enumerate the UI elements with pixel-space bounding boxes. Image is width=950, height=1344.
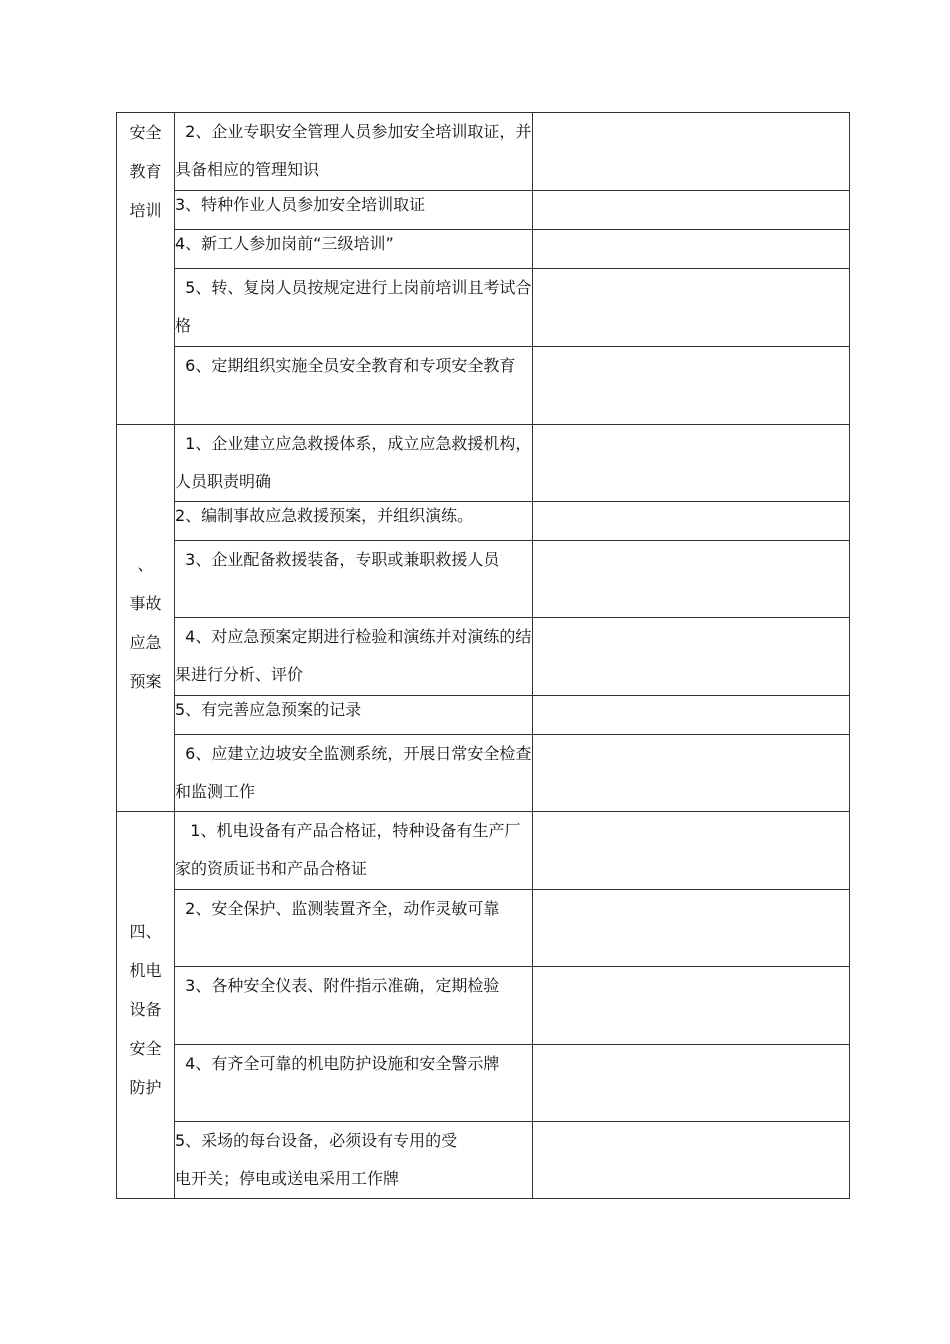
category-label: 教育	[129, 162, 162, 181]
item-cell	[175, 812, 533, 890]
item-cell	[175, 735, 533, 812]
table-row	[117, 890, 850, 967]
item-cell	[175, 425, 533, 502]
table-row	[117, 425, 850, 502]
remarks-cell[interactable]	[533, 347, 850, 425]
remarks-cell[interactable]	[533, 1122, 850, 1199]
category-label: 机电	[129, 961, 162, 980]
remarks-cell[interactable]	[533, 230, 850, 269]
item-text: 4、有齐全可靠的机电防护设施和安全警示牌	[175, 1054, 500, 1073]
item-text: 2、编制事故应急救援预案，并组织演练。	[175, 506, 474, 525]
item-cell	[175, 696, 533, 735]
category-cell	[117, 812, 175, 1199]
table-row	[117, 1045, 850, 1122]
table-row	[117, 1122, 850, 1199]
remarks-cell[interactable]	[533, 502, 850, 541]
item-text: 6、应建立边坡安全监测系统，开展日常安全检查和监测工作	[175, 744, 532, 801]
category-cell	[117, 425, 175, 812]
item-cell	[175, 113, 533, 191]
item-cell	[175, 618, 533, 696]
table-row	[117, 347, 850, 425]
table-row	[117, 113, 850, 191]
remarks-cell[interactable]	[533, 113, 850, 191]
category-label: 设备	[129, 1000, 162, 1019]
item-cell	[175, 890, 533, 967]
remarks-cell[interactable]	[533, 735, 850, 812]
category-label: 安全	[129, 123, 162, 142]
table-row	[117, 269, 850, 347]
table-row	[117, 618, 850, 696]
remarks-cell[interactable]	[533, 541, 850, 618]
category-label: 事故	[129, 594, 162, 613]
item-text: 3、各种安全仪表、附件指示准确，定期检验	[175, 976, 500, 995]
item-cell	[175, 269, 533, 347]
remarks-cell[interactable]	[533, 1045, 850, 1122]
item-text: 2、企业专职安全管理人员参加安全培训取证，并具备相应的管理知识	[175, 122, 532, 179]
item-cell	[175, 347, 533, 425]
item-text: 3、企业配备救援装备，专职或兼职救援人员	[175, 550, 500, 569]
category-label: 四、	[129, 922, 162, 941]
item-cell	[175, 967, 533, 1045]
remarks-cell[interactable]	[533, 191, 850, 230]
table-row	[117, 735, 850, 812]
table-row	[117, 502, 850, 541]
item-text: 1、机电设备有产品合格证，特种设备有生产厂家的资质证书和产品合格证	[175, 821, 521, 878]
item-cell	[175, 1045, 533, 1122]
item-text: 5、转、复岗人员按规定进行上岗前培训且考试合格	[175, 278, 532, 335]
table-row	[117, 696, 850, 735]
category-label: 、	[137, 555, 154, 574]
table-row	[117, 191, 850, 230]
remarks-cell[interactable]	[533, 696, 850, 735]
remarks-cell[interactable]	[533, 425, 850, 502]
table-row	[117, 230, 850, 269]
item-text: 2、安全保护、监测装置齐全，动作灵敏可靠	[175, 899, 500, 918]
item-text: 4、新工人参加岗前“三级培训”	[175, 234, 394, 253]
category-cell	[117, 113, 175, 425]
item-text: 1、企业建立应急救援体系，成立应急救援机构，人员职责明确	[175, 434, 532, 491]
category-label: 安全	[129, 1039, 162, 1058]
remarks-cell[interactable]	[533, 812, 850, 890]
table-row	[117, 967, 850, 1045]
item-text: 3、特种作业人员参加安全培训取证	[175, 195, 426, 214]
item-text: 5、采场的每台设备，必须设有专用的受 电开关；停电或送电采用工作牌	[175, 1131, 458, 1188]
category-label: 培训	[129, 201, 162, 220]
item-cell	[175, 502, 533, 541]
remarks-cell[interactable]	[533, 269, 850, 347]
item-text: 4、对应急预案定期进行检验和演练并对演练的结果进行分析、评价	[175, 627, 532, 684]
category-label: 预案	[129, 672, 162, 691]
table-row	[117, 541, 850, 618]
inspection-table	[116, 112, 850, 1199]
item-cell	[175, 1122, 533, 1199]
item-cell	[175, 191, 533, 230]
category-label: 防护	[129, 1078, 162, 1097]
category-label: 应急	[129, 633, 162, 652]
item-text: 6、定期组织实施全员安全教育和专项安全教育	[175, 356, 516, 375]
table-row	[117, 812, 850, 890]
item-cell	[175, 541, 533, 618]
remarks-cell[interactable]	[533, 967, 850, 1045]
remarks-cell[interactable]	[533, 890, 850, 967]
remarks-cell[interactable]	[533, 618, 850, 696]
item-text: 5、有完善应急预案的记录	[175, 700, 362, 719]
item-cell	[175, 230, 533, 269]
